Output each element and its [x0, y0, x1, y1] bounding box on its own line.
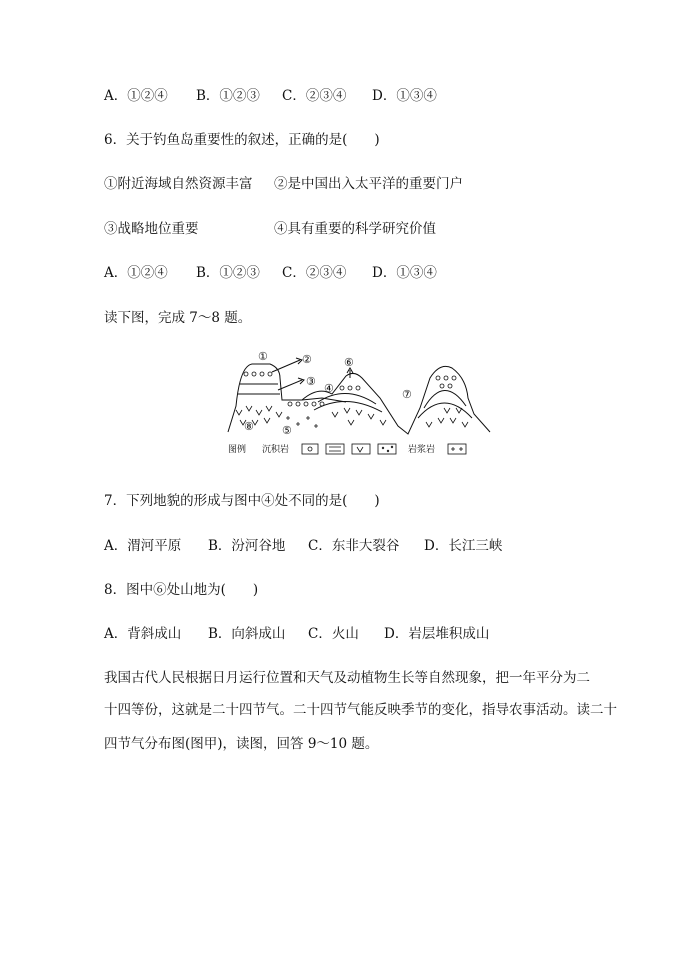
passage-line-1: 我国古代人民根据日月运行位置和天气及动植物生长等自然现象，把一年平分为二 — [104, 670, 590, 686]
figure-legend — [228, 443, 466, 455]
passage-line-3: 四节气分布图(图甲)，读图，回答 9～10 题。 — [104, 736, 379, 752]
q8-option-c: C．火山 — [308, 626, 359, 642]
marker-5: ⑤ — [282, 424, 292, 437]
dome-layer-1 — [424, 390, 466, 408]
q7-stem: 7．下列地貌的形成与图中④处不同的是( ) — [104, 493, 380, 509]
q6-statement-2: ②是中国出入太平洋的重要门户 — [274, 176, 463, 192]
q6-statement-3: ③战略地位重要 — [104, 221, 199, 237]
q8-option-b: B．向斜成山 — [208, 626, 286, 642]
q5-option-c: C．②③④ — [282, 88, 347, 104]
geology-cross-section-figure — [222, 348, 492, 460]
q8-options — [104, 622, 489, 642]
q8-option-d: D．岩层堆积成山 — [384, 626, 490, 642]
passage-line-2: 十四等份，这就是二十四节气。二十四节气能反映季节的变化，指导农事活动。读二十 — [104, 702, 617, 718]
q5-options — [104, 84, 437, 104]
q7-option-d: D．长江三峡 — [424, 538, 503, 554]
q6-statement-1: ①附近海域自然资源丰富 — [104, 176, 253, 192]
q5-option-d: D．①③④ — [372, 88, 437, 104]
q6-stem: 6．关于钓鱼岛重要性的叙述，正确的是( ) — [104, 132, 380, 148]
q6-statement-4: ④具有重要的科学研究价值 — [274, 221, 436, 237]
legend-swatch-v — [352, 444, 370, 454]
q6-option-d: D．①③④ — [372, 265, 437, 281]
arrow-to-3 — [278, 380, 302, 390]
marker-7: ⑦ — [402, 388, 412, 401]
legend-swatch-pebble — [302, 444, 318, 454]
q6-option-a: A．①②④ — [104, 265, 168, 281]
legend-swatch-dots — [378, 444, 396, 454]
q6-option-b: B．①②③ — [196, 265, 260, 281]
q6-statements-row1 — [104, 172, 463, 192]
marker-4: ④ — [324, 382, 334, 395]
q6-option-c: C．②③④ — [282, 265, 347, 281]
marker-3: ③ — [306, 375, 316, 388]
legend-sedimentary-label: 沉积岩 — [262, 445, 290, 455]
marker-2: ② — [302, 353, 312, 366]
legend-igneous-label: 岩浆岩 — [408, 445, 436, 455]
q7-option-c: C．东非大裂谷 — [308, 538, 400, 554]
q8-option-a: A．背斜成山 — [104, 626, 182, 642]
igneous-v-pattern — [236, 406, 468, 427]
q5-option-a: A．①②④ — [104, 88, 168, 104]
marker-1: ① — [258, 350, 268, 363]
marker-6: ⑥ — [344, 356, 354, 369]
q6-options — [104, 261, 437, 281]
q6-statements-row2 — [104, 217, 436, 237]
legend-swatch-plus — [448, 444, 466, 454]
arrow-to-2 — [272, 360, 300, 372]
sediment-layer-3 — [282, 398, 346, 402]
legend-swatch-layers — [326, 444, 344, 454]
marker-8: ⑧ — [244, 420, 254, 433]
legend-label: 图例 — [228, 445, 247, 455]
q7-options — [104, 534, 502, 554]
q7-option-a: A．渭河平原 — [104, 538, 182, 554]
intro-7-8: 读下图，完成 7～8 题。 — [104, 310, 252, 326]
q5-option-b: B．①②③ — [196, 88, 260, 104]
left-mountain-outline — [228, 364, 490, 434]
q7-option-b: B．汾河谷地 — [208, 538, 286, 554]
q8-stem: 8．图中⑥处山地为( ) — [104, 582, 259, 598]
